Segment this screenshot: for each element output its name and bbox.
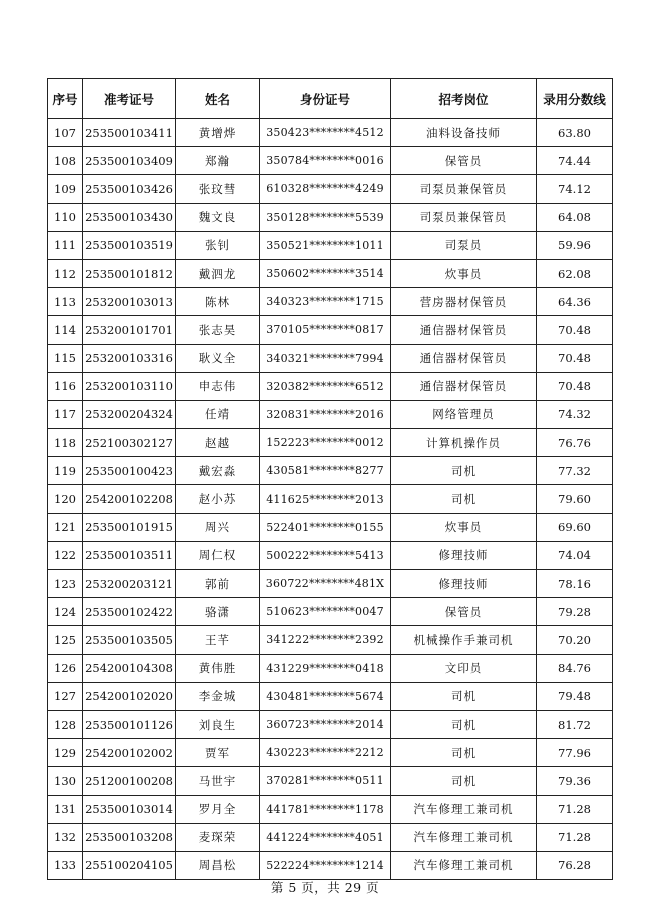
cell-id-number: 320382********6512	[260, 372, 391, 400]
cell-position: 保管员	[391, 147, 537, 175]
cell-position: 油料设备技师	[391, 119, 537, 147]
table-row	[48, 541, 613, 569]
table-row	[48, 372, 613, 400]
cell-index: 126	[48, 654, 83, 682]
cell-position: 计算机操作员	[391, 429, 537, 457]
cell-id-number: 350784********0016	[260, 147, 391, 175]
cell-score-line: 63.80	[537, 119, 613, 147]
table-body	[48, 119, 613, 880]
cell-id-number: 430481********5674	[260, 682, 391, 710]
cell-index: 110	[48, 203, 83, 231]
cell-index: 129	[48, 739, 83, 767]
cell-name: 郭前	[176, 570, 260, 598]
cell-position: 司机	[391, 767, 537, 795]
cell-score-line: 84.76	[537, 654, 613, 682]
cell-exam-number: 253500103411	[83, 119, 176, 147]
cell-name: 周兴	[176, 513, 260, 541]
cell-name: 刘良生	[176, 710, 260, 738]
cell-id-number: 350423********4512	[260, 119, 391, 147]
cell-id-number: 431229********0418	[260, 654, 391, 682]
cell-score-line: 79.48	[537, 682, 613, 710]
table-row	[48, 823, 613, 851]
table-row	[48, 739, 613, 767]
cell-name: 张钊	[176, 231, 260, 259]
cell-name: 戴泗龙	[176, 259, 260, 287]
cell-score-line: 71.28	[537, 795, 613, 823]
cell-index: 125	[48, 626, 83, 654]
table-row	[48, 570, 613, 598]
cell-name: 张玟彗	[176, 175, 260, 203]
cell-exam-number: 253200103013	[83, 288, 176, 316]
cell-name: 黄增烨	[176, 119, 260, 147]
cell-index: 131	[48, 795, 83, 823]
cell-exam-number: 253200103316	[83, 344, 176, 372]
cell-score-line: 64.36	[537, 288, 613, 316]
cell-id-number: 411625********2013	[260, 485, 391, 513]
cell-score-line: 76.28	[537, 851, 613, 879]
table-row	[48, 147, 613, 175]
cell-position: 修理技师	[391, 541, 537, 569]
table-row	[48, 231, 613, 259]
cell-position: 通信器材保管员	[391, 372, 537, 400]
cell-score-line: 70.48	[537, 316, 613, 344]
cell-score-line: 77.96	[537, 739, 613, 767]
cell-name: 赵越	[176, 429, 260, 457]
table-row	[48, 344, 613, 372]
cell-name: 申志伟	[176, 372, 260, 400]
header-name: 姓名	[176, 79, 260, 119]
cell-score-line: 79.28	[537, 598, 613, 626]
table-row	[48, 203, 613, 231]
table-row	[48, 288, 613, 316]
cell-index: 121	[48, 513, 83, 541]
cell-score-line: 79.60	[537, 485, 613, 513]
cell-index: 107	[48, 119, 83, 147]
cell-exam-number: 253200101701	[83, 316, 176, 344]
cell-position: 司泵员	[391, 231, 537, 259]
cell-exam-number: 253500101126	[83, 710, 176, 738]
cell-id-number: 370281********0511	[260, 767, 391, 795]
cell-id-number: 441224********4051	[260, 823, 391, 851]
cell-name: 贾军	[176, 739, 260, 767]
cell-exam-number: 253500103426	[83, 175, 176, 203]
cell-position: 司机	[391, 682, 537, 710]
cell-id-number: 522401********0155	[260, 513, 391, 541]
cell-exam-number: 253200103110	[83, 372, 176, 400]
cell-exam-number: 253500103430	[83, 203, 176, 231]
cell-index: 118	[48, 429, 83, 457]
cell-id-number: 441781********1178	[260, 795, 391, 823]
cell-exam-number: 254200102020	[83, 682, 176, 710]
cell-position: 保管员	[391, 598, 537, 626]
cell-name: 骆潇	[176, 598, 260, 626]
cell-exam-number: 254200102208	[83, 485, 176, 513]
cell-index: 119	[48, 457, 83, 485]
table-row	[48, 654, 613, 682]
cell-id-number: 610328********4249	[260, 175, 391, 203]
cell-id-number: 430581********8277	[260, 457, 391, 485]
page-footer: 第 5 页，共 29 页	[270, 880, 380, 895]
cell-index: 124	[48, 598, 83, 626]
cell-name: 陈林	[176, 288, 260, 316]
cell-name: 耿义全	[176, 344, 260, 372]
cell-name: 魏文良	[176, 203, 260, 231]
cell-score-line: 70.48	[537, 372, 613, 400]
cell-score-line: 71.28	[537, 823, 613, 851]
cell-index: 128	[48, 710, 83, 738]
cell-id-number: 340323********1715	[260, 288, 391, 316]
table-row	[48, 485, 613, 513]
cell-index: 117	[48, 400, 83, 428]
cell-score-line: 76.76	[537, 429, 613, 457]
cell-position: 文印员	[391, 654, 537, 682]
cell-index: 116	[48, 372, 83, 400]
cell-index: 132	[48, 823, 83, 851]
cell-index: 111	[48, 231, 83, 259]
cell-name: 赵小苏	[176, 485, 260, 513]
cell-exam-number: 254200104308	[83, 654, 176, 682]
cell-exam-number: 253200203121	[83, 570, 176, 598]
cell-name: 戴宏淼	[176, 457, 260, 485]
cell-id-number: 370105********0817	[260, 316, 391, 344]
cell-score-line: 74.12	[537, 175, 613, 203]
cell-name: 周昌松	[176, 851, 260, 879]
cell-index: 113	[48, 288, 83, 316]
cell-id-number: 350602********3514	[260, 259, 391, 287]
cell-index: 112	[48, 259, 83, 287]
cell-id-number: 510623********0047	[260, 598, 391, 626]
cell-position: 汽车修理工兼司机	[391, 851, 537, 879]
header-index: 序号	[48, 79, 83, 119]
cell-name: 张志昊	[176, 316, 260, 344]
cell-id-number: 360722********481X	[260, 570, 391, 598]
cell-exam-number: 253500103519	[83, 231, 176, 259]
cell-position: 司机	[391, 457, 537, 485]
cell-name: 周仁权	[176, 541, 260, 569]
cell-exam-number: 253500103014	[83, 795, 176, 823]
header-exam-number: 准考证号	[83, 79, 176, 119]
table-row	[48, 457, 613, 485]
cell-exam-number: 252100302127	[83, 429, 176, 457]
header-position: 招考岗位	[391, 79, 537, 119]
cell-position: 修理技师	[391, 570, 537, 598]
cell-position: 网络管理员	[391, 400, 537, 428]
cell-exam-number: 253200204324	[83, 400, 176, 428]
cell-score-line: 79.36	[537, 767, 613, 795]
cell-position: 司机	[391, 485, 537, 513]
cell-exam-number: 253500103511	[83, 541, 176, 569]
table-row	[48, 598, 613, 626]
cell-score-line: 74.44	[537, 147, 613, 175]
table-row	[48, 626, 613, 654]
cell-exam-number: 254200102002	[83, 739, 176, 767]
table-row	[48, 795, 613, 823]
cell-score-line: 81.72	[537, 710, 613, 738]
cell-score-line: 70.48	[537, 344, 613, 372]
cell-index: 123	[48, 570, 83, 598]
table-row	[48, 119, 613, 147]
cell-id-number: 350521********1011	[260, 231, 391, 259]
cell-index: 133	[48, 851, 83, 879]
cell-score-line: 77.32	[537, 457, 613, 485]
cell-score-line: 78.16	[537, 570, 613, 598]
cell-index: 120	[48, 485, 83, 513]
cell-score-line: 59.96	[537, 231, 613, 259]
cell-id-number: 350128********5539	[260, 203, 391, 231]
cell-position: 营房器材保管员	[391, 288, 537, 316]
cell-position: 司泵员兼保管员	[391, 175, 537, 203]
cell-name: 李金城	[176, 682, 260, 710]
cell-index: 109	[48, 175, 83, 203]
cell-name: 郑瀚	[176, 147, 260, 175]
cell-index: 122	[48, 541, 83, 569]
table-row	[48, 682, 613, 710]
cell-name: 王芊	[176, 626, 260, 654]
cell-id-number: 522224********1214	[260, 851, 391, 879]
score-table	[47, 78, 613, 880]
cell-position: 汽车修理工兼司机	[391, 795, 537, 823]
cell-score-line: 64.08	[537, 203, 613, 231]
cell-score-line: 62.08	[537, 259, 613, 287]
cell-exam-number: 255100204105	[83, 851, 176, 879]
cell-exam-number: 253500103409	[83, 147, 176, 175]
cell-exam-number: 253500100423	[83, 457, 176, 485]
cell-position: 炊事员	[391, 513, 537, 541]
cell-position: 机械操作手兼司机	[391, 626, 537, 654]
header-id-number: 身份证号	[260, 79, 391, 119]
table-header-row	[48, 79, 613, 119]
cell-exam-number: 253500101915	[83, 513, 176, 541]
cell-position: 汽车修理工兼司机	[391, 823, 537, 851]
cell-score-line: 74.32	[537, 400, 613, 428]
cell-position: 炊事员	[391, 259, 537, 287]
cell-index: 127	[48, 682, 83, 710]
table-row	[48, 259, 613, 287]
cell-score-line: 70.20	[537, 626, 613, 654]
table-row	[48, 175, 613, 203]
cell-score-line: 74.04	[537, 541, 613, 569]
cell-index: 115	[48, 344, 83, 372]
cell-score-line: 69.60	[537, 513, 613, 541]
cell-index: 108	[48, 147, 83, 175]
cell-index: 114	[48, 316, 83, 344]
cell-position: 司泵员兼保管员	[391, 203, 537, 231]
cell-position: 司机	[391, 710, 537, 738]
cell-index: 130	[48, 767, 83, 795]
cell-id-number: 360723********2014	[260, 710, 391, 738]
cell-id-number: 500222********5413	[260, 541, 391, 569]
cell-name: 马世宇	[176, 767, 260, 795]
cell-exam-number: 253500103505	[83, 626, 176, 654]
cell-name: 任靖	[176, 400, 260, 428]
cell-name: 黄伟胜	[176, 654, 260, 682]
table-row	[48, 513, 613, 541]
table-row	[48, 710, 613, 738]
table-row	[48, 767, 613, 795]
cell-name: 麦琛荣	[176, 823, 260, 851]
cell-exam-number: 253500103208	[83, 823, 176, 851]
cell-id-number: 430223********2212	[260, 739, 391, 767]
cell-position: 司机	[391, 739, 537, 767]
cell-exam-number: 251200100208	[83, 767, 176, 795]
table-row	[48, 400, 613, 428]
cell-exam-number: 253500101812	[83, 259, 176, 287]
table-row	[48, 851, 613, 879]
table-row	[48, 316, 613, 344]
cell-id-number: 320831********2016	[260, 400, 391, 428]
cell-exam-number: 253500102422	[83, 598, 176, 626]
table-row	[48, 429, 613, 457]
cell-id-number: 152223********0012	[260, 429, 391, 457]
cell-id-number: 340321********7994	[260, 344, 391, 372]
cell-name: 罗月全	[176, 795, 260, 823]
cell-position: 通信器材保管员	[391, 316, 537, 344]
cell-position: 通信器材保管员	[391, 344, 537, 372]
cell-id-number: 341222********2392	[260, 626, 391, 654]
header-score-line: 录用分数线	[537, 79, 613, 119]
